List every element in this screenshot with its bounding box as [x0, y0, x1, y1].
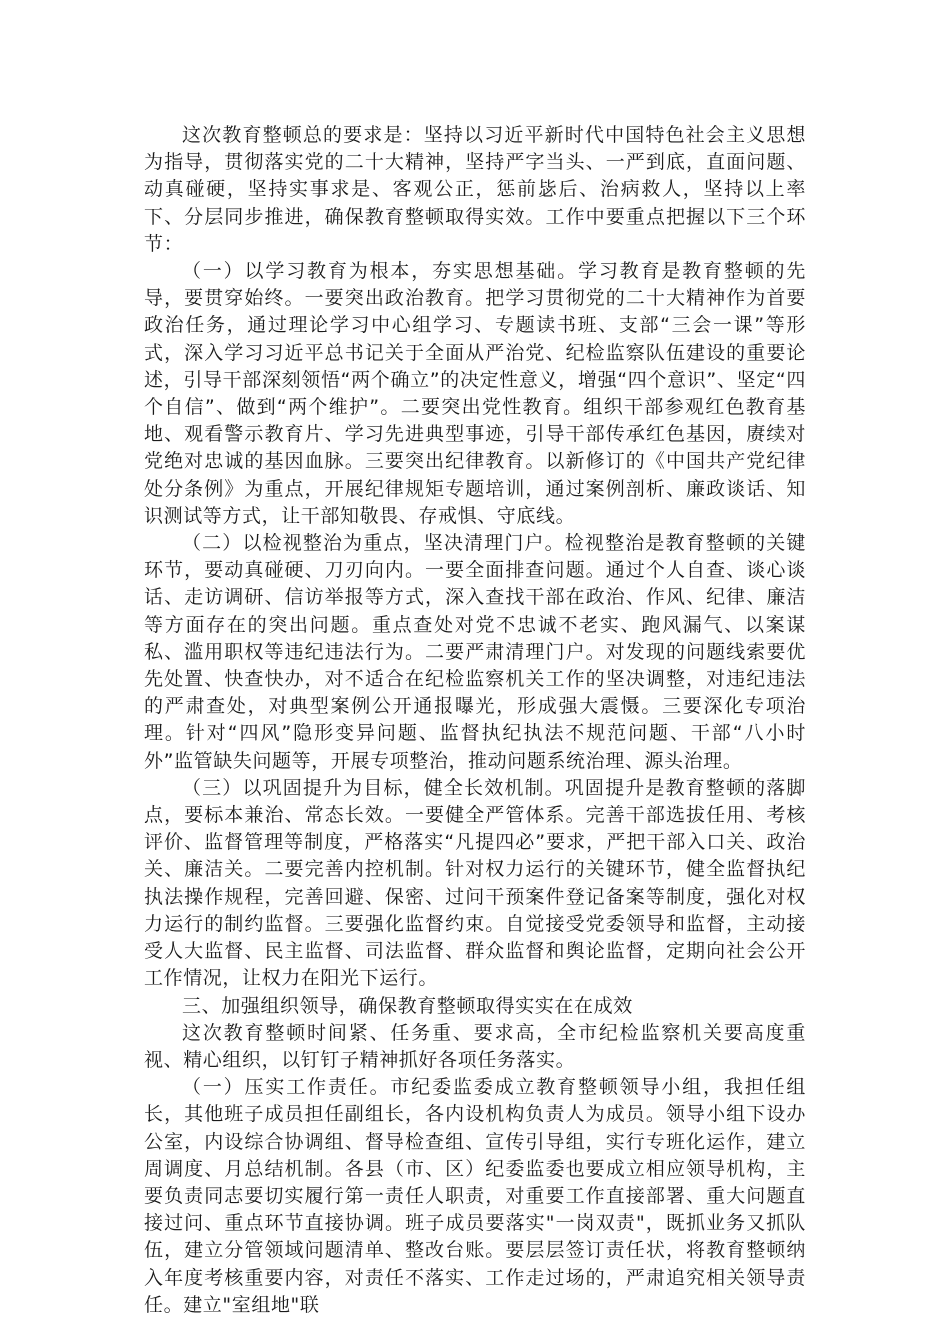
paragraph-responsibility: （一）压实工作责任。市纪委监委成立教育整顿领导小组，我担任组长，其他班子成员担任副组长，各内设机构负责人为成员。领导小组下设办公室，内设综合协调组、督导检查组、宣传引导组，实行专班化运作，建立周调度、月总结机制。各县（市、区）纪委监委也要成立相应领导机构，主要负责同志要切实履行第一责任人职责，对重要工作直接部署、重大问题直接过问、重点环节直接协调。班子成员要落实"一岗双责"，既抓业务又抓队伍，建立分管领域问题清单、整改台账。要层层签订责任状，将教育整顿纳入年度考核重要内容，对责任不落实、工作走过场的，严肃追究相关领导责任。建立"室组地"联	[144, 1076, 806, 1316]
paragraph-overview: 这次教育整顿时间紧、任务重、要求高，全市纪检监察机关要高度重视、精心组织，以钉钉子精神抓好各项任务落实。	[144, 1021, 806, 1071]
paragraph-inspection-rectification: （二）以检视整治为重点，坚决清理门户。检视整治是教育整顿的关键环节，要动真碰硬、刀刃向内。一要全面排查问题。通过个人自查、谈心谈话、走访调研、信访举报等方式，深入查找干部在政治、作风、纪律、廉洁等方面存在的突出问题。重点查处对党不忠诚不老实、跑风漏气、以案谋私、滥用职权等违纪违法行为。二要严肃清理门户。对发现的问题线索要优先处置、快查快办，对不适合在纪检监察机关工作的坚决调整，对违纪违法的严肃查处，对典型案例公开通报曝光，形成强大震慑。三要深化专项治理。针对“四风”隐形变异问题、监督执纪执法不规范问题、干部“八小时外”监管缺失问题等，开展专项整治，推动问题系统治理、源头治理。	[144, 532, 806, 772]
paragraph-study-education: （一）以学习教育为根本，夯实思想基础。学习教育是教育整顿的先导，要贯穿始终。一要突出政治教育。把学习贯彻党的二十大精神作为首要政治任务，通过理论学习中心组学习、专题读书班、支部“三会一课”等形式，深入学习习近平总书记关于全面从严治党、纪检监察队伍建设的重要论述，引导干部深刻领悟“两个确立”的决定性意义，增强“四个意识”、坚定“四个自信”、做到“两个维护”。二要突出党性教育。组织干部参观红色教育基地、观看警示教育片、学习先进典型事迹，引导干部传承红色基因，赓续对党绝对忠诚的基因血脉。三要突出纪律教育。以新修订的《中国共产党纪律处分条例》为重点，开展纪律规矩专题培训，通过案例剖析、廉政谈话、知识测试等方式，让干部知敬畏、存戒惧、守底线。	[144, 260, 806, 527]
document-body	[144, 122, 806, 1319]
paragraph-consolidation: （三）以巩固提升为目标，健全长效机制。巩固提升是教育整顿的落脚点，要标本兼治、常态长效。一要健全严管体系。完善干部选拔任用、考核评价、监督管理等制度，严格落实“凡提四必”要求，严把干部入口关、政治关、廉洁关。二要完善内控机制。针对权力运行的关键环节，健全监督执纪执法操作规程，完善回避、保密、过问干预案件登记备案等制度，强化对权力运行的制约监督。三要强化监督约束。自觉接受党委领导和监督，主动接受人大监督、民主监督、司法监督、群众监督和舆论监督，定期向社会公开工作情况，让权力在阳光下运行。	[144, 776, 806, 990]
paragraph-requirements: 这次教育整顿总的要求是：坚持以习近平新时代中国特色社会主义思想为指导，贯彻落实党的二十大精神，坚持严字当头、一严到底，直面问题、动真碰硬，坚持实事求是、客观公正，惩前毖后、治病救人，坚持以上率下、分层同步推进，确保教育整顿取得实效。工作中要重点把握以下三个环节：	[144, 124, 806, 255]
section-heading: 三、加强组织领导，确保教育整顿取得实实在在成效	[182, 994, 633, 1017]
